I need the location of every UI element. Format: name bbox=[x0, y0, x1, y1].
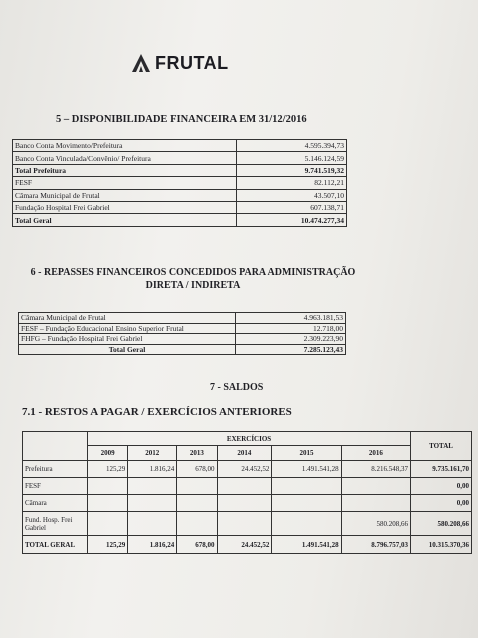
cell-value: 8.796.757,03 bbox=[341, 536, 410, 554]
row-total: 0,00 bbox=[411, 478, 472, 495]
row-label: FESF bbox=[23, 478, 88, 495]
row-total: 580.208,66 bbox=[411, 512, 472, 536]
repasses-table bbox=[18, 312, 346, 355]
row-value: 43.507,10 bbox=[237, 189, 347, 201]
cell-value: 678,00 bbox=[177, 461, 217, 478]
row-label: Banco Conta Movimento/Prefeitura bbox=[13, 140, 237, 152]
year-header: 2012 bbox=[128, 446, 177, 461]
cell-value bbox=[272, 478, 341, 495]
cell-value bbox=[177, 495, 217, 512]
blank-header-cell bbox=[23, 446, 88, 461]
year-header: 2009 bbox=[88, 446, 128, 461]
row-value: 82.112,21 bbox=[237, 177, 347, 189]
row-label: Câmara bbox=[23, 495, 88, 512]
row-label: Prefeitura bbox=[23, 461, 88, 478]
table-row bbox=[23, 478, 472, 495]
blank-header-cell bbox=[23, 432, 88, 446]
row-value: 9.741.519,32 bbox=[237, 164, 347, 176]
row-value: 12.718,00 bbox=[236, 323, 346, 334]
cell-value bbox=[177, 478, 217, 495]
table-row bbox=[23, 512, 472, 536]
row-label: Total Geral bbox=[19, 344, 236, 355]
row-value: 10.474.277,34 bbox=[237, 214, 347, 226]
table-row bbox=[13, 152, 347, 164]
cell-value: 1.816,24 bbox=[128, 461, 177, 478]
cell-value: 580.208,66 bbox=[341, 512, 410, 536]
table-row bbox=[19, 344, 346, 355]
row-label: Banco Conta Vinculada/Convênio/ Prefeitura bbox=[13, 152, 237, 164]
total-header: TOTAL bbox=[411, 432, 472, 461]
table-row bbox=[13, 164, 347, 176]
cell-value bbox=[88, 478, 128, 495]
year-header: 2014 bbox=[217, 446, 272, 461]
cell-value bbox=[128, 478, 177, 495]
cell-value: 24.452,52 bbox=[217, 536, 272, 554]
cell-value: 125,29 bbox=[88, 461, 128, 478]
section-5-title: 5 – DISPONIBILIDADE FINANCEIRA EM 31/12/2016 bbox=[56, 114, 307, 125]
table-row bbox=[19, 334, 346, 345]
section-7-1-title: 7.1 - RESTOS A PAGAR / EXERCÍCIOS ANTERIORES bbox=[22, 406, 292, 418]
cell-value bbox=[177, 512, 217, 536]
cell-value bbox=[88, 512, 128, 536]
table-row bbox=[13, 140, 347, 152]
table-row bbox=[13, 189, 347, 201]
row-label: FESF bbox=[13, 177, 237, 189]
cell-value bbox=[88, 495, 128, 512]
row-value: 4.963.181,53 bbox=[236, 313, 346, 324]
row-total: 9.735.161,70 bbox=[411, 461, 472, 478]
year-header: 2015 bbox=[272, 446, 341, 461]
row-label: Total Prefeitura bbox=[13, 164, 237, 176]
row-label: Fundação Hospital Frei Gabriel bbox=[13, 201, 237, 213]
exercicios-header: EXERCÍCIOS bbox=[88, 432, 411, 446]
row-value: 7.285.123,43 bbox=[236, 344, 346, 355]
cell-value: 8.216.548,37 bbox=[341, 461, 410, 478]
row-label: Total Geral bbox=[13, 214, 237, 226]
row-label: Fund. Hosp. Frei Gabriel bbox=[23, 512, 88, 536]
section-6-title-line1: 6 - REPASSES FINANCEIROS CONCEDIDOS PARA ADMINISTRAÇÃO bbox=[30, 267, 356, 278]
row-label: FHFG – Fundação Hospital Frei Gabriel bbox=[19, 334, 236, 345]
cell-value bbox=[217, 478, 272, 495]
cell-value bbox=[128, 512, 177, 536]
table-header-row bbox=[23, 432, 472, 446]
logo-text: FRUTAL bbox=[155, 52, 229, 73]
cell-value bbox=[341, 495, 410, 512]
cell-value: 1.816,24 bbox=[128, 536, 177, 554]
cell-value bbox=[341, 478, 410, 495]
row-value: 5.146.124,59 bbox=[237, 152, 347, 164]
table-row bbox=[19, 313, 346, 324]
year-header: 2013 bbox=[177, 446, 217, 461]
row-total: 0,00 bbox=[411, 495, 472, 512]
section-6-title bbox=[28, 266, 358, 292]
row-value: 2.309.223,90 bbox=[236, 334, 346, 345]
row-label: FESF – Fundação Educacional Ensino Superior Frutal bbox=[19, 323, 236, 334]
cell-value bbox=[217, 512, 272, 536]
cell-value bbox=[217, 495, 272, 512]
row-value: 607.138,71 bbox=[237, 201, 347, 213]
section-7-title: 7 - SALDOS bbox=[210, 382, 264, 393]
cell-value bbox=[272, 495, 341, 512]
table-row bbox=[13, 214, 347, 226]
table-row bbox=[23, 536, 472, 554]
year-header: 2016 bbox=[341, 446, 410, 461]
table-header-row bbox=[23, 446, 472, 461]
cell-value: 1.491.541,28 bbox=[272, 461, 341, 478]
cell-value: 1.491.541,28 bbox=[272, 536, 341, 554]
row-total: 10.315.370,36 bbox=[411, 536, 472, 554]
disponibilidade-table bbox=[12, 139, 347, 227]
frutal-logo bbox=[130, 52, 229, 74]
cell-value bbox=[128, 495, 177, 512]
row-label: TOTAL GERAL bbox=[23, 536, 88, 554]
table-row bbox=[13, 177, 347, 189]
table-row bbox=[23, 495, 472, 512]
section-6-title-line2: DIRETA / INDIRETA bbox=[145, 280, 241, 291]
table-row bbox=[19, 323, 346, 334]
row-label: Câmara Municipal de Frutal bbox=[13, 189, 237, 201]
cell-value: 678,00 bbox=[177, 536, 217, 554]
row-label: Câmara Municipal de Frutal bbox=[19, 313, 236, 324]
table-row bbox=[23, 461, 472, 478]
row-value: 4.595.394,73 bbox=[237, 140, 347, 152]
cell-value: 125,29 bbox=[88, 536, 128, 554]
cell-value: 24.452,52 bbox=[217, 461, 272, 478]
restos-a-pagar-table bbox=[22, 431, 472, 554]
frutal-logo-icon bbox=[130, 52, 152, 74]
cell-value bbox=[272, 512, 341, 536]
table-row bbox=[13, 201, 347, 213]
